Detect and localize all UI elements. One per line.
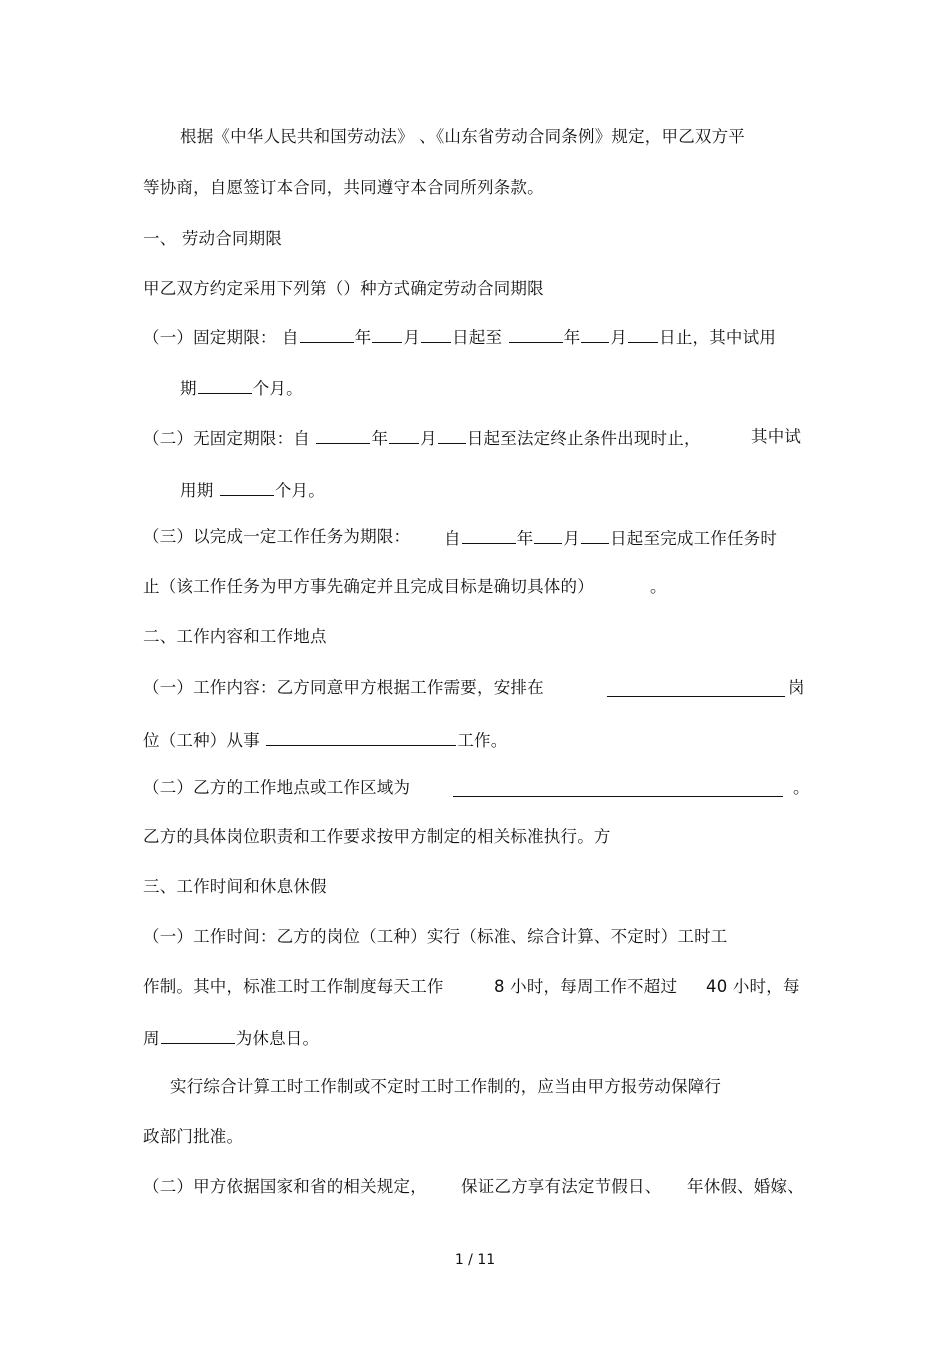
open-day-blank[interactable] (438, 427, 466, 444)
rest-day-blank[interactable] (161, 1027, 235, 1044)
task-day-blank[interactable] (581, 527, 609, 544)
task-year-blank[interactable] (462, 527, 516, 544)
job-line2-pre: 位（工种）从事 (143, 731, 260, 750)
month-label: 月 (420, 429, 437, 448)
job-line2-post: 工作。 (457, 731, 508, 750)
fixed-term-trial-line (180, 377, 303, 399)
trial-months-blank[interactable] (198, 377, 252, 394)
task-term-date-line (444, 527, 777, 549)
trial-suffix: 个月。 (274, 481, 325, 500)
trial-prefix: 用期 (180, 481, 214, 500)
work-type-blank[interactable] (266, 729, 456, 746)
day-label: 日起至完成工作任务时 (610, 529, 778, 548)
task-term-label: （三）以完成一定工作任务为期限： (143, 527, 411, 546)
job-content-line-2 (143, 729, 507, 751)
month-label: 月 (610, 328, 628, 347)
fixed-term-line (143, 326, 776, 348)
year-label: 年 (371, 429, 389, 448)
rest-day-line (143, 1027, 319, 1049)
end-day-blank[interactable] (628, 326, 658, 343)
open-year-blank[interactable] (316, 427, 370, 444)
month-label: 月 (403, 328, 421, 347)
open-trial-blank[interactable] (220, 479, 274, 496)
holidays-a: （二）甲方依据国家和省的相关规定， (143, 1177, 427, 1196)
approval-line-2: 政部门批准。 (143, 1127, 244, 1146)
end-year-blank[interactable] (509, 326, 563, 343)
task-term-end: 。 (650, 577, 667, 596)
open-term-trial-start: 其中试 (751, 427, 802, 446)
trial-prefix: 期 (180, 379, 197, 398)
rest-day-pre: 周 (143, 1029, 160, 1048)
holidays-c: 年休假、婚嫁、 (687, 1177, 804, 1196)
intro-line-2: 等协商，自愿签订本合同，共同遵守本合同所列条款。 (143, 178, 544, 197)
hours-per-week: 40 小时，每 (706, 977, 800, 996)
approval-line-1: 实行综合计算工时工作制或不定时工时工作制的，应当由甲方报劳动保障行 (170, 1077, 722, 1096)
year-label: 年 (516, 529, 534, 548)
day-label: 日起至法定终止条件出现时止， (466, 429, 701, 448)
day-label: 日止，其中试用 (659, 328, 777, 347)
task-term-line-2: 止（该工作任务为甲方事先确定并且完成目标是确切具体的） (143, 577, 594, 596)
job-content-post: 岗 (788, 678, 805, 697)
open-term-line (143, 427, 701, 449)
start-year-blank[interactable] (300, 326, 354, 343)
work-hours-line-1: （一）工作时间：乙方的岗位（工种）实行（标准、综合计算、不定时）工时工 (143, 927, 728, 946)
intro-line-1: 根据《中华人民共和国劳动法》 、《山东省劳动合同条例》规定，甲乙双方平 (180, 127, 745, 146)
post-blank[interactable] (607, 680, 785, 697)
start-day-blank[interactable] (421, 326, 451, 343)
section-2-heading: 二、工作内容和工作地点 (143, 627, 327, 646)
work-location-end: 。 (793, 778, 810, 797)
start-month-blank[interactable] (372, 326, 402, 343)
year-label: 年 (563, 328, 581, 347)
location-blank[interactable] (453, 780, 783, 797)
from-label: 自 (444, 529, 461, 548)
day-label: 日起至 (452, 328, 503, 347)
year-label: 年 (354, 328, 372, 347)
section-1-heading: 一、 劳动合同期限 (143, 229, 283, 248)
holidays-b: 保证乙方享有法定节假日、 (461, 1177, 662, 1196)
open-term-trial-line (180, 479, 325, 501)
work-location-text: （二）乙方的工作地点或工作区域为 (143, 778, 411, 797)
section-1-intro: 甲乙双方约定采用下列第（）种方式确定劳动合同期限 (143, 279, 544, 298)
work-hours-line-2a: 作制。其中，标准工时工作制度每天工作 (143, 977, 444, 996)
fixed-term-label: （一）固定期限： 自 (143, 328, 299, 347)
open-term-label: （二）无固定期限：自 (143, 429, 310, 448)
task-month-blank[interactable] (534, 527, 562, 544)
month-label: 月 (563, 529, 581, 548)
section-3-heading: 三、工作时间和休息休假 (143, 877, 327, 896)
job-content-text: （一）工作内容：乙方同意甲方根据工作需要，安排在 (143, 678, 544, 697)
duties-note: 乙方的具体岗位职责和工作要求按甲方制定的相关标准执行。方 (143, 827, 611, 846)
page-number: 1 / 11 (454, 1252, 496, 1268)
hours-per-day: 8 小时，每周工作不超过 (494, 977, 678, 996)
rest-day-post: 为休息日。 (235, 1029, 320, 1048)
trial-suffix: 个月。 (252, 379, 303, 398)
end-month-blank[interactable] (581, 326, 609, 343)
open-month-blank[interactable] (389, 427, 419, 444)
